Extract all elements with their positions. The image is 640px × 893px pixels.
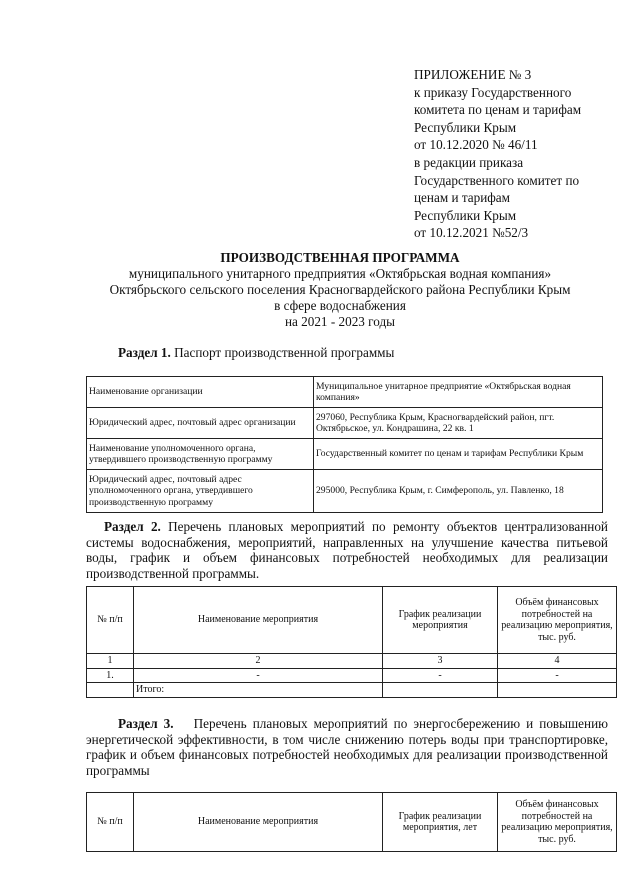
section2-heading (86, 519, 608, 581)
appendix-line: комитета по ценам и тарифам (414, 102, 582, 118)
table-cell: Наименование организации (87, 377, 314, 408)
table-cell: 1. (87, 668, 134, 683)
table-cell: 1 (87, 654, 134, 669)
table-header-cell: Объём финансовых потребностей на реализацию мероприятия, тыс. руб. (498, 587, 617, 654)
appendix-line: ценам и тарифам (414, 190, 510, 206)
table-cell: 3 (383, 654, 498, 669)
title-line: в сфере водоснабжения (274, 298, 406, 313)
table-row (87, 377, 603, 408)
table-cell: Государственный комитет по ценам и тарифам Республики Крым (314, 439, 603, 470)
appendix-line: ПРИЛОЖЕНИЕ № 3 (414, 67, 532, 82)
appendix-line: в редакции приказа (414, 154, 524, 170)
section1-text: Паспорт производственной программы (174, 345, 395, 360)
title-line: на 2021 - 2023 годы (284, 314, 396, 329)
table-row (87, 470, 603, 513)
title-main: ПРОИЗВОДСТВЕННАЯ ПРОГРАММА (220, 250, 460, 265)
table-cell: - (498, 668, 617, 683)
appendix-header (414, 66, 619, 242)
table-cell (383, 683, 498, 698)
table-row (87, 408, 603, 439)
table-header-cell: График реализации мероприятия, лет (383, 793, 498, 852)
energy-measures-table (86, 792, 617, 852)
table-cell: Юридический адрес, почтовый адрес уполномоченного органа, утвердившего производственную программу (87, 470, 314, 513)
table-row (87, 654, 617, 669)
repair-measures-table (86, 586, 617, 698)
section2-label: Раздел 2. (104, 519, 161, 534)
appendix-line: Республики Крым (414, 119, 517, 135)
section1-label: Раздел 1. (118, 345, 171, 360)
table-cell (498, 683, 617, 698)
section3-label: Раздел 3. (118, 716, 174, 731)
document-title (60, 250, 620, 330)
table-header-cell: № п/п (87, 587, 134, 654)
title-line: Октябрьского сельского поселения Красногвардейского района Республики Крым (109, 282, 571, 297)
passport-table (86, 376, 603, 513)
table-row (87, 439, 603, 470)
table-header-cell: Объём финансовых потребностей на реализацию мероприятия, тыс. руб. (498, 793, 617, 852)
table-cell (87, 683, 134, 698)
table-header-row (87, 793, 617, 852)
appendix-line: к приказу Государственного (414, 84, 572, 100)
table-row (87, 683, 617, 698)
table-cell: - (134, 668, 383, 683)
appendix-line: Республики Крым (414, 207, 517, 223)
section2-text: Перечень плановых мероприятий по ремонту объектов централизованной системы водоснабжения, мероприятий, направленных на улучшение качества питьевой воды, график и объем финансовых потребностей необходимых для реализации производственной программы. (86, 519, 608, 581)
total-label: Итого: (134, 683, 383, 698)
table-header-cell: График реализации мероприятия (383, 587, 498, 654)
section3-heading (86, 716, 608, 778)
table-cell: - (383, 668, 498, 683)
appendix-line: Государственного комитет по (414, 172, 580, 188)
table-cell: Муниципальное унитарное предприятие «Октябрьская водная компания» (314, 377, 603, 408)
appendix-line: от 10.12.2020 № 46/11 (414, 137, 538, 153)
table-cell: 297060, Республика Крым, Красногвардейский район, пгт. Октябрьское, ул. Кондрашина, 22 кв. 1 (314, 408, 603, 439)
section1-heading (118, 345, 394, 361)
table-cell: 2 (134, 654, 383, 669)
table-header-row (87, 587, 617, 654)
table-cell: 295000, Республика Крым, г. Симферополь, ул. Павленко, 18 (314, 470, 603, 513)
table-cell: 4 (498, 654, 617, 669)
appendix-line: от 10.12.2021 №52/3 (414, 225, 529, 241)
section3-text: Перечень плановых мероприятий по энергосбережению и повышению энергетической эффективности, в том числе снижению потерь воды при транспортировке, график и объем финансовых потребностей необходимых для реализации производственной программы (86, 716, 608, 778)
table-header-cell: Наименование мероприятия (134, 587, 383, 654)
table-row (87, 668, 617, 683)
table-header-cell: № п/п (87, 793, 134, 852)
table-header-cell: Наименование мероприятия (134, 793, 383, 852)
title-line: муниципального унитарного предприятия «Октябрьская водная компания» (128, 266, 552, 281)
table-cell: Наименование уполномоченного органа, утвердившего производственную программу (87, 439, 314, 470)
table-cell: Юридический адрес, почтовый адрес организации (87, 408, 314, 439)
